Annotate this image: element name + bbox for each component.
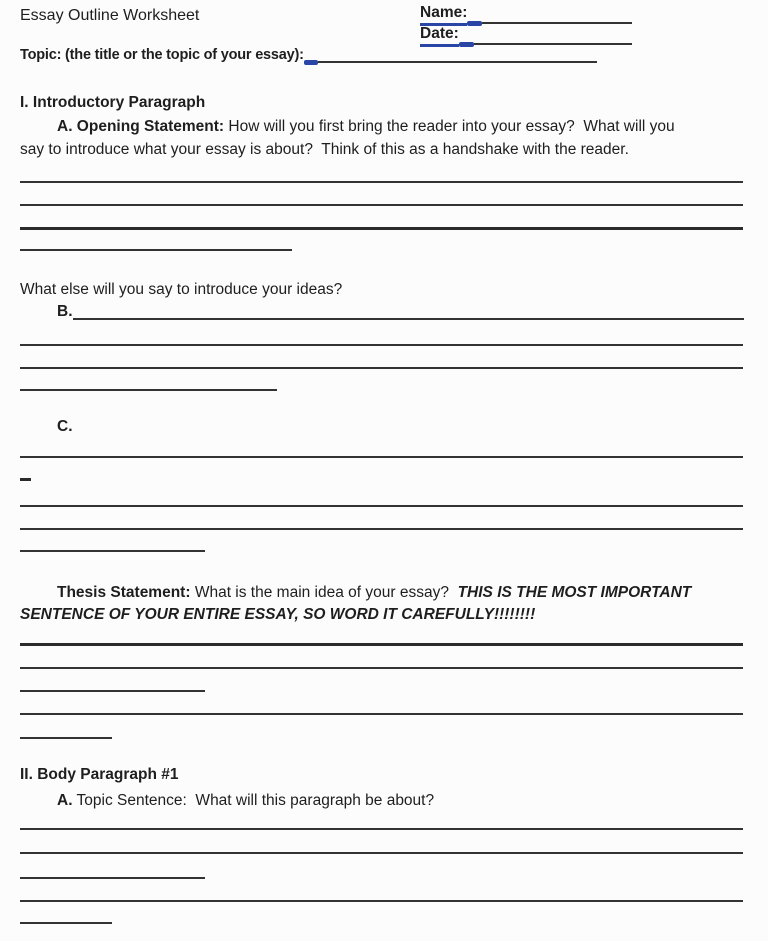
fill-line: [20, 204, 743, 206]
point-c-label: C.: [57, 418, 73, 435]
fill-line: [20, 690, 205, 692]
opening-statement-label: A. Opening Statement:: [57, 118, 225, 135]
page-title: Essay Outline Worksheet: [20, 7, 200, 24]
fill-line: [20, 389, 277, 391]
fill-line: [20, 227, 743, 230]
opening-statement-line2: say to introduce what your essay is about? Think of this as a handshake with the reader.: [20, 141, 629, 158]
fill-line: [20, 877, 205, 879]
thesis-emphasis1: THIS IS THE MOST IMPORTANT: [457, 584, 692, 601]
fill-line: [20, 505, 743, 507]
fill-line: [20, 900, 743, 902]
fill-line: [20, 249, 292, 251]
fill-line: [20, 367, 743, 369]
opening-statement-text1: How will you first bring the reader into your essay? What will you: [224, 118, 675, 135]
fill-line: [20, 737, 112, 739]
topic-label: Topic: (the title or the topic of your essay):: [20, 47, 304, 63]
fill-line: [20, 643, 743, 646]
b-fill-line: [73, 318, 745, 320]
point-b-label: B.: [57, 303, 73, 320]
name-label: Name:: [420, 3, 467, 26]
thesis-line1: [57, 583, 691, 603]
topic-field-row: [20, 45, 597, 65]
fill-line: [20, 550, 205, 552]
fill-line: [20, 852, 743, 854]
date-label: Date:: [420, 24, 459, 47]
date-field-row: [420, 24, 632, 47]
section-2-heading: II. Body Paragraph #1: [20, 766, 179, 783]
stray-dash-mark: [20, 478, 31, 481]
else-prompt: What else will you say to introduce your ideas?: [20, 281, 343, 298]
topic-sentence-line: [57, 791, 434, 811]
blue-tick-icon: [304, 60, 318, 65]
topic-sentence-label: A.: [57, 792, 73, 809]
fill-line: [20, 344, 743, 346]
point-b-row: [57, 302, 744, 322]
fill-line: [20, 456, 743, 458]
fill-line: [20, 922, 112, 924]
name-field-row: [420, 3, 632, 26]
section-1-heading: I. Introductory Paragraph: [20, 94, 206, 111]
fill-line: [20, 181, 743, 183]
thesis-label: Thesis Statement:: [57, 584, 191, 601]
fill-line: [20, 713, 743, 715]
thesis-emphasis2: SENTENCE OF YOUR ENTIRE ESSAY, SO WORD IT CAREFULLY!!!!!!!!: [20, 606, 536, 623]
fill-line: [20, 828, 743, 830]
fill-line: [20, 528, 743, 530]
topic-sentence-text: Topic Sentence: What will this paragraph be about?: [72, 792, 435, 809]
topic-fill-line: [318, 61, 597, 63]
opening-statement-line1: [57, 117, 675, 137]
thesis-question: What is the main idea of your essay?: [190, 584, 458, 601]
fill-line: [20, 667, 743, 669]
